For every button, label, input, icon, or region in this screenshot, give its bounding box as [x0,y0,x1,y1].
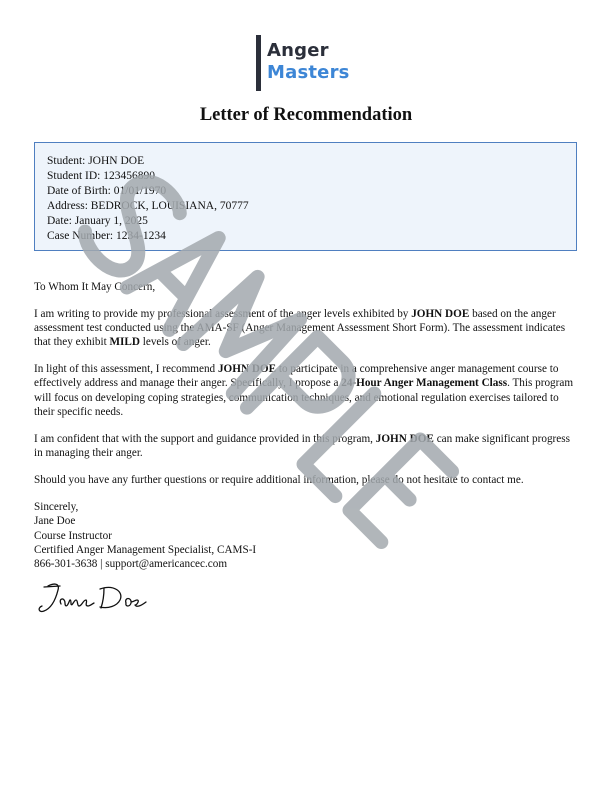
anger-masters-logo [256,33,366,89]
signer-contact: 866-301-3638 | support@americancec.com [34,558,228,571]
p3-text-b: can make significant progress in managing their anger. [34,432,570,460]
p1-text-a: I am writing to provide my professional assessment of the anger levels exhibited by [34,307,412,320]
anger-level: MILD [109,336,140,349]
logo-bar [256,35,261,91]
p3-student-name: JOHN DOE [375,432,434,445]
signoff-block [34,500,579,572]
signer-role: Course Instructor [34,529,112,542]
confidence-paragraph [34,432,579,461]
p2-text-a: In light of this assessment, I recommend [34,363,218,376]
handwritten-signature [34,578,164,618]
assessment-paragraph [34,307,579,350]
contact-paragraph: Should you have any further questions or require additional information, please do not hesitate to contact me. [34,473,524,486]
p2-student-name: JOHN DOE [217,363,277,376]
signer-name: Jane Doe [34,515,76,528]
letter-date: Date: January 1, 2025 [47,215,148,227]
student-name: Student: JOHN DOE [47,155,145,167]
p1-text-b: based on the anger assessment test conducted using the AMA-SF (Anger Management Assessment Short Form). The assessment indicates that they exhibit [34,307,566,349]
p2-text-c: . This program will focus on developing coping strategies, communication techniques, and emotional regulation exercises tailored to their specific needs. [34,377,574,419]
p3-text-a: I am confident that with the support and guidance provided in this program, [34,432,376,445]
letter-body [34,280,579,572]
p1-text-c: levels of anger. [139,336,211,349]
signer-credential: Certified Anger Management Specialist, CAMS-I [34,543,257,556]
case-number: Case Number: 1234-1234 [47,230,166,242]
sincerely: Sincerely, [34,500,79,513]
course-name: 24-Hour Anger Management Class [341,377,508,390]
p1-student-name: JOHN DOE [411,307,470,320]
date-of-birth: Date of Birth: 01/01/1970 [47,185,167,197]
student-info-box [34,142,577,251]
student-id: Student ID: 123456890 [47,170,155,182]
p2-text-b: to participate in a comprehensive anger management course to effectively address and manage their anger. Specifically, I propose a [34,363,559,390]
address: Address: BEDROCK, LOUISIANA, 70777 [47,200,249,212]
recommendation-paragraph [34,362,579,419]
logo-word-masters: Masters [267,62,350,83]
logo-word-anger: Anger [267,40,329,61]
salutation: To Whom It May Concern, [34,281,156,293]
page-title: Letter of Recommendation [199,105,413,125]
